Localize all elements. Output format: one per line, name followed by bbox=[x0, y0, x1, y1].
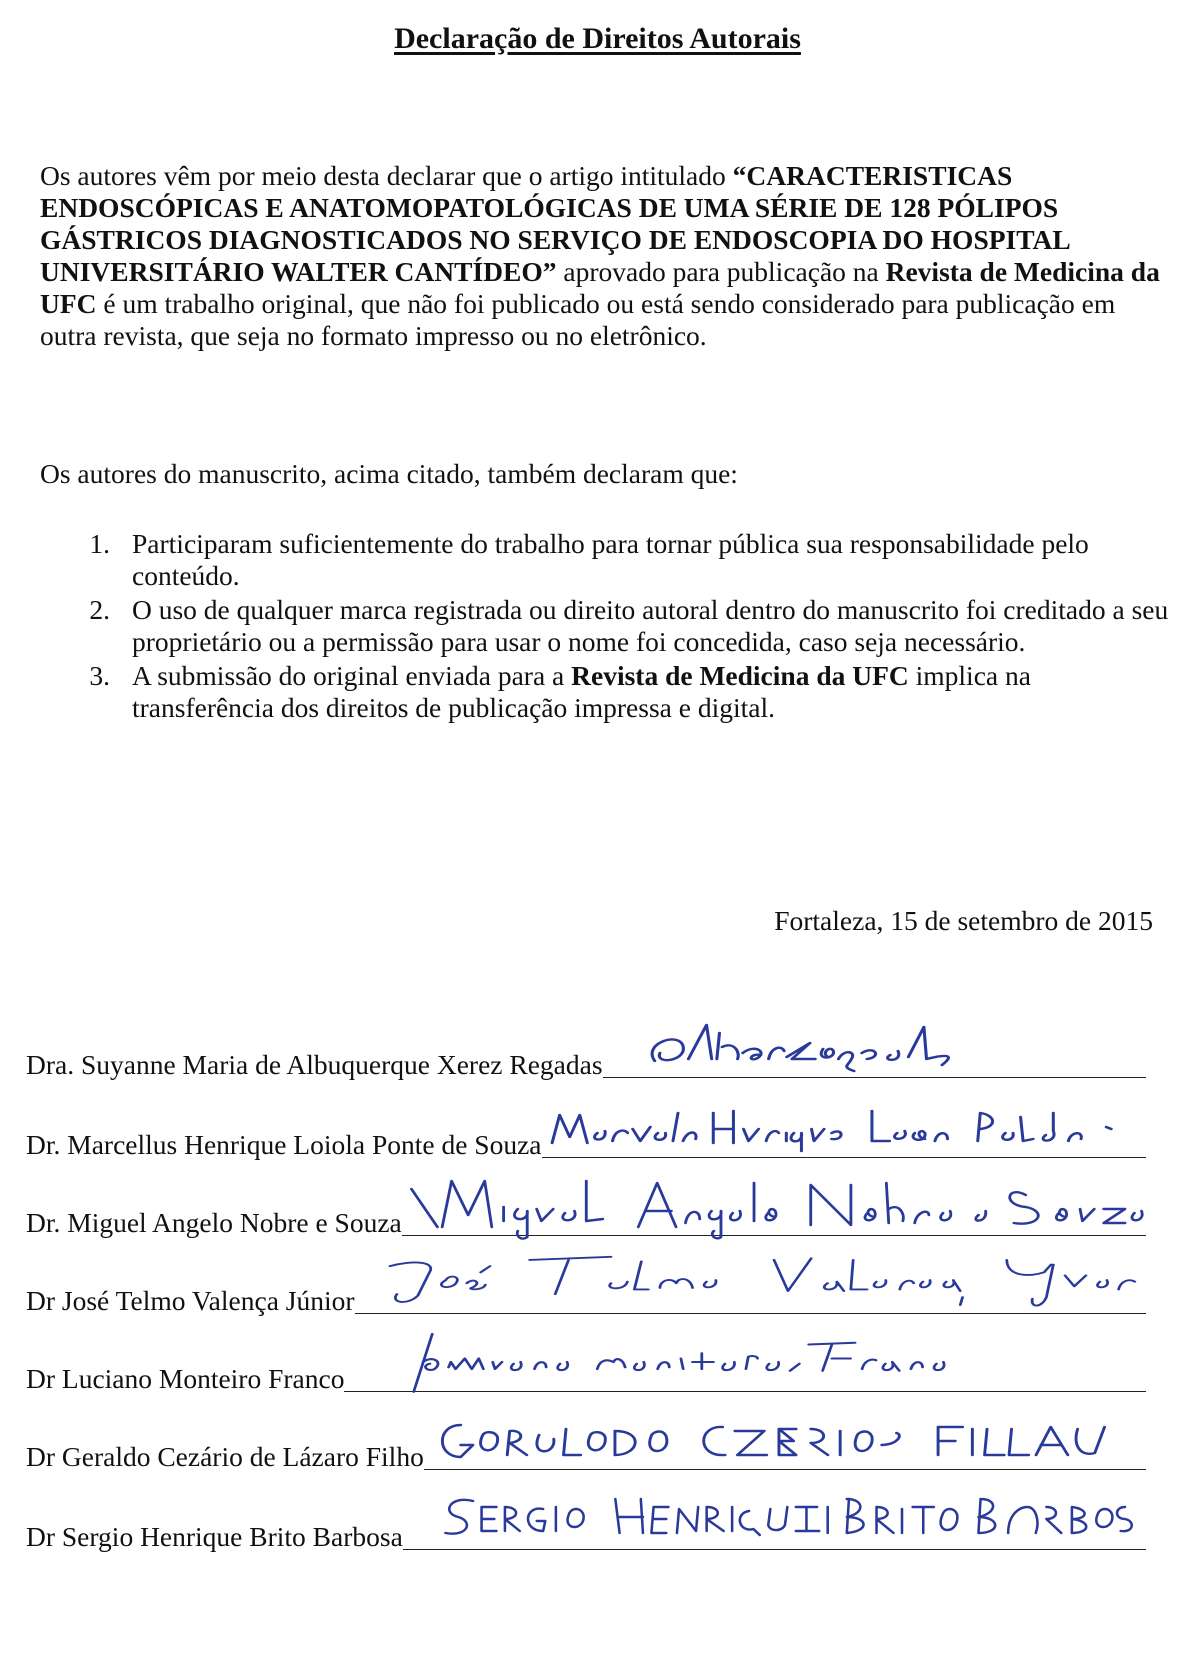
declaration-list bbox=[80, 528, 1170, 726]
item-number: 2. bbox=[89, 594, 110, 625]
item-text: O uso de qualquer marca registrada ou direito autoral dentro do manuscrito foi creditado a seu proprietário ou a permissão para usar o nome foi concedida, caso seja necessário. bbox=[132, 594, 1169, 657]
signatory-name: Dr Sergio Henrique Brito Barbosa bbox=[26, 1521, 403, 1552]
place-date: Fortaleza, 15 de setembro de 2015 bbox=[774, 905, 1153, 936]
item-text-before: A submissão do original enviada para a bbox=[132, 660, 572, 691]
signature-line bbox=[403, 1497, 1146, 1550]
signatory-name: Dr Luciano Monteiro Franco bbox=[26, 1363, 345, 1394]
intro-text-1: Os autores vêm por meio desta declarar que o artigo intitulado bbox=[40, 160, 733, 191]
journal-name: Revista de Medicina da UFC bbox=[40, 256, 1160, 319]
signature-row bbox=[26, 1180, 1146, 1240]
handwritten-signature bbox=[542, 1093, 1147, 1163]
handwritten-signature bbox=[403, 1485, 1146, 1555]
handwritten-signature bbox=[603, 1013, 1146, 1083]
signature-line bbox=[402, 1183, 1146, 1236]
signature-line bbox=[603, 1025, 1146, 1078]
handwritten-signature bbox=[355, 1249, 1146, 1319]
journal-name: Revista de Medicina da UFC bbox=[571, 660, 909, 691]
signature-row bbox=[26, 1258, 1146, 1318]
signature-line bbox=[424, 1417, 1146, 1470]
document-title: Declaração de Direitos Autorais bbox=[394, 22, 801, 55]
handwritten-signature bbox=[344, 1327, 1146, 1397]
signature-row bbox=[26, 1336, 1146, 1396]
handwritten-signature bbox=[424, 1405, 1146, 1475]
item-text-after: implica na transferência dos direitos de publicação impressa e digital. bbox=[132, 660, 1031, 723]
signatory-name: Dra. Suyanne Maria de Albuquerque Xerez Regadas bbox=[26, 1049, 603, 1080]
signatory-name: Dr José Telmo Valença Júnior bbox=[26, 1285, 355, 1316]
intro-text-2: aprovado para publicação na bbox=[556, 256, 886, 287]
item-number: 3. bbox=[89, 660, 110, 691]
list-item bbox=[80, 594, 1170, 658]
signature-row bbox=[26, 1102, 1146, 1162]
signatory-name: Dr Geraldo Cezário de Lázaro Filho bbox=[26, 1441, 424, 1472]
signatory-name: Dr. Miguel Angelo Nobre e Souza bbox=[26, 1207, 402, 1238]
item-number: 1. bbox=[89, 528, 110, 559]
list-item bbox=[80, 660, 1170, 724]
item-text: Participaram suficientemente do trabalho para tornar pública sua responsabilidade pelo conteúdo. bbox=[132, 528, 1089, 591]
list-item bbox=[80, 528, 1170, 592]
intro-paragraph bbox=[40, 160, 1170, 352]
handwritten-signature bbox=[402, 1171, 1146, 1241]
signature-line bbox=[355, 1261, 1146, 1314]
intro-text-3: é um trabalho original, que não foi publicado ou está sendo considerado para publicação em outra revista, que seja no formato impresso ou no eletrônico. bbox=[40, 288, 1116, 351]
signature-row bbox=[26, 1022, 1146, 1082]
signature-row bbox=[26, 1494, 1146, 1554]
signature-line bbox=[542, 1105, 1147, 1158]
article-title: “CARACTERISTICAS ENDOSCÓPICAS E ANATOMOPATOLÓGICAS DE UMA SÉRIE DE 128 PÓLIPOS GÁSTRICOS DIAGNOSTICADOS NO SERVIÇO DE ENDOSCOPIA DO HOSPITAL UNIVERSITÁRIO WALTER CANTÍDEO” bbox=[40, 160, 1070, 287]
item-text bbox=[132, 660, 1031, 723]
declaration-lead: Os autores do manuscrito, acima citado, também declaram que: bbox=[40, 458, 738, 489]
signature-line bbox=[344, 1339, 1146, 1392]
signatory-name: Dr. Marcellus Henrique Loiola Ponte de Souza bbox=[26, 1129, 542, 1160]
signature-row bbox=[26, 1414, 1146, 1474]
